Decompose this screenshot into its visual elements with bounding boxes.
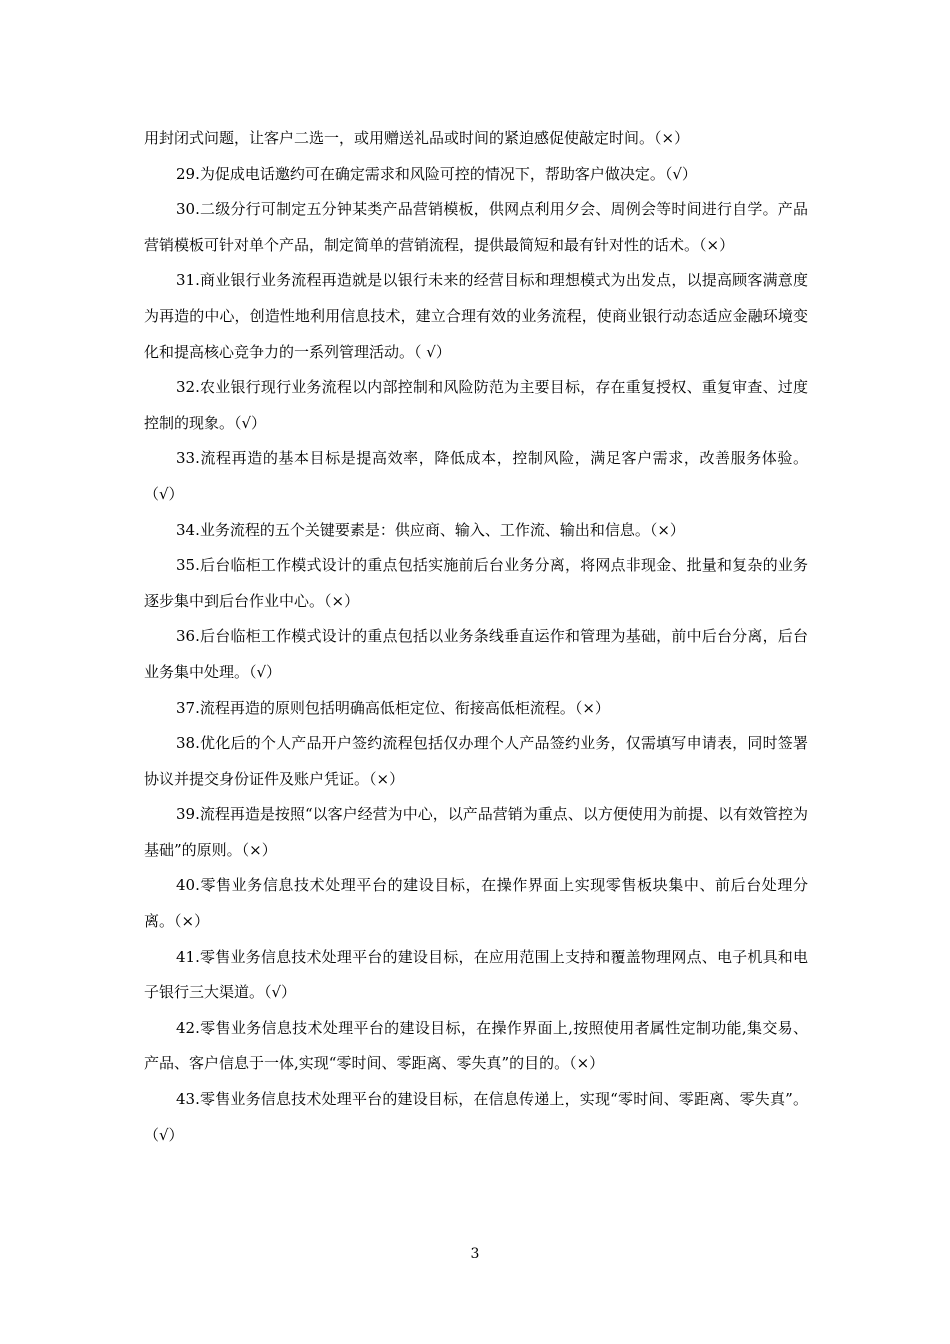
question-39: 39.流程再造是按照“以客户经营为中心，以产品营销为重点、以方便使用为前提、以有效管控为基础”的原则。（×） (144, 805, 808, 859)
question-35: 35.后台临柜工作模式设计的重点包括实施前后台业务分离，将网点非现金、批量和复杂的业务逐步集中到后台作业中心。（×） (144, 556, 808, 610)
question-31: 31.商业银行业务流程再造就是以银行未来的经营目标和理想模式为出发点，以提高顾客满意度为再造的中心，创造性地利用信息技术，建立合理有效的业务流程，使商业银行动态适应金融环境变化和提高核心竞争力的一系列管理活动。（ √） (144, 271, 808, 361)
question-40: 40.零售业务信息技术处理平台的建设目标，在操作界面上实现零售板块集中、前后台处理分离。（×） (144, 876, 808, 931)
question-30: 30.二级分行可制定五分钟某类产品营销模板，供网点利用夕会、周例会等时间进行自学。产品营销模板可针对单个产品，制定简单的营销流程，提供最简短和最有针对性的话术。（×） (144, 200, 808, 254)
question-43: 43.零售业务信息技术处理平台的建设目标，在信息传递上，实现“零时间、零距离、零失真”。（√） (144, 1090, 808, 1144)
question-37: 37.流程再造的原则包括明确高低柜定位、衔接高低柜流程。（×） (176, 698, 610, 717)
question-42: 42.零售业务信息技术处理平台的建设目标，在操作界面上,按照使用者属性定制功能,集交易、产品、客户信息于一体,实现“零时间、零距离、零失真”的目的。（×） (144, 1018, 808, 1073)
question-38: 38.优化后的个人产品开户签约流程包括仅办理个人产品签约业务，仅需填写申请表，同时签署协议并提交身份证件及账户凭证。（×） (144, 734, 808, 788)
question-29: 29.为促成电话邀约可在确定需求和风险可控的情况下，帮助客户做决定。（√） (176, 164, 697, 183)
page-number: 3 (470, 1246, 480, 1262)
question-34: 34.业务流程的五个关键要素是：供应商、输入、工作流、输出和信息。（×） (176, 520, 685, 539)
question-41: 41.零售业务信息技术处理平台的建设目标，在应用范围上支持和覆盖物理网点、电子机具和电子银行三大渠道。（√） (144, 947, 808, 1002)
question-33: 33.流程再造的基本目标是提高效率，降低成本，控制风险，满足客户需求，改善服务体验。（√） (144, 449, 808, 503)
document-body (144, 121, 808, 1153)
question-32: 32.农业银行现行业务流程以内部控制和风险防范为主要目标，存在重复授权、重复审查、过度控制的现象。（√） (144, 378, 808, 432)
question-36: 36.后台临柜工作模式设计的重点包括以业务条线垂直运作和管理为基础，前中后台分离，后台业务集中处理。（√） (144, 627, 808, 681)
paragraph-continuation: 用封闭式问题，让客户二选一，或用赠送礼品或时间的紧迫感促使敲定时间。（×） (144, 129, 690, 147)
